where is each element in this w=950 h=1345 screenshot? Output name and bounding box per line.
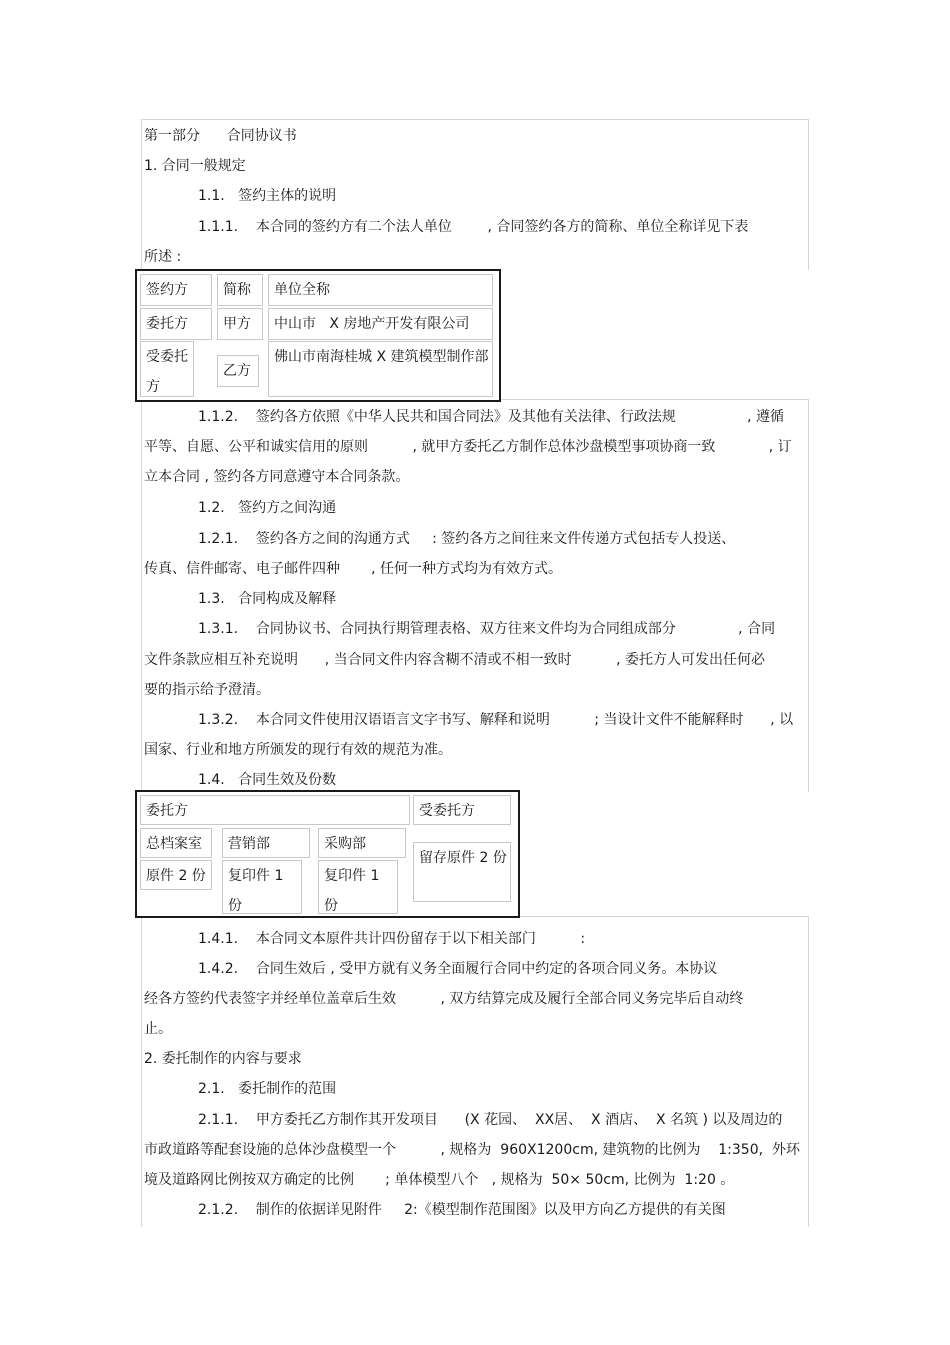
clause-1-4-2-line3: 止。 bbox=[144, 1021, 172, 1037]
parties-row2-short: 乙方 bbox=[217, 355, 259, 387]
parties-row1-short: 甲方 bbox=[217, 308, 263, 340]
clause-2-1-1-line2: 市政道路等配套设施的总体沙盘模型一个 , 规格为 960X1200cm, 建筑物的比例为 1:350, 外环 bbox=[144, 1142, 800, 1158]
section-1-heading: 1. 合同一般规定 bbox=[144, 158, 246, 174]
parties-row1-signer: 委托方 bbox=[140, 308, 212, 340]
clause-2-1-2-line1: 2.1.2. 制作的依据详见附件 2:《模型制作范围图》以及甲方向乙方提供的有关图 bbox=[198, 1202, 726, 1218]
copies-dept-sales: 营销部 bbox=[222, 828, 310, 858]
clause-1-1-1-line1: 1.1.1. 本合同的签约方有二个法人单位 , 合同签约各方的简称、单位全称详见下表 bbox=[198, 219, 749, 235]
clause-1-4-2-line2: 经各方签约代表签字并经单位盖章后生效 , 双方结算完成及履行全部合同义务完毕后自动终 bbox=[144, 991, 744, 1007]
clause-1-1-1-line2: 所述 : bbox=[144, 249, 182, 265]
copies-contractor-copy: 留存原件 2 份 bbox=[413, 842, 511, 902]
copies-client-header: 委托方 bbox=[140, 795, 410, 825]
section-1-4-heading: 1.4. 合同生效及份数 bbox=[198, 772, 337, 788]
copies-sales-copy: 复印件 1 份 bbox=[222, 860, 302, 914]
parties-row2-signer: 受委托方 bbox=[140, 341, 194, 397]
section-1-1-heading: 1.1. 签约主体的说明 bbox=[198, 188, 337, 204]
copies-archive-copy: 原件 2 份 bbox=[140, 860, 212, 890]
clause-1-4-2-line1: 1.4.2. 合同生效后 , 受甲方就有义务全面履行合同中约定的各项合同义务。本协议 bbox=[198, 961, 718, 977]
clause-1-3-2-line2: 国家、行业和地方所颁发的现行有效的规范为准。 bbox=[144, 742, 452, 758]
part-title: 第一部分 合同协议书 bbox=[144, 128, 297, 144]
clause-1-2-1-line1: 1.2.1. 签约各方之间的沟通方式 : 签约各方之间往来文件传递方式包括专人投送、 bbox=[198, 531, 736, 547]
copies-purchase-copy: 复印件 1 份 bbox=[318, 860, 398, 914]
section-1-3-heading: 1.3. 合同构成及解释 bbox=[198, 591, 337, 607]
clause-1-3-1-line1: 1.3.1. 合同协议书、合同执行期管理表格、双方往来文件均为合同组成部分 , 合同 bbox=[198, 621, 776, 637]
parties-table bbox=[135, 269, 501, 402]
copies-contractor-header: 受委托方 bbox=[413, 795, 511, 825]
clause-1-3-1-line3: 要的指示给予澄清。 bbox=[144, 682, 270, 698]
parties-header-short: 简称 bbox=[217, 274, 263, 306]
copies-table bbox=[135, 790, 520, 918]
clause-1-1-2-line3: 立本合同 , 签约各方同意遵守本合同条款。 bbox=[144, 469, 410, 485]
parties-row1-fullname: 中山市 X 房地产开发有限公司 bbox=[268, 308, 493, 340]
clause-2-1-1-line3: 境及道路网比例按双方确定的比例 ; 单体模型八个 , 规格为 50× 50cm, 比例为 1:20 。 bbox=[144, 1172, 735, 1188]
clause-1-1-2-line2: 平等、自愿、公平和诚实信用的原则 , 就甲方委托乙方制作总体沙盘模型事项协商一致 , 订 bbox=[144, 439, 792, 455]
section-2-1-heading: 2.1. 委托制作的范围 bbox=[198, 1081, 337, 1097]
clause-1-3-2-line1: 1.3.2. 本合同文件使用汉语语言文字书写、解释和说明 ; 当设计文件不能解释时 , 以 bbox=[198, 712, 794, 728]
section-1-2-heading: 1.2. 签约方之间沟通 bbox=[198, 500, 337, 516]
clause-1-1-2-line1: 1.1.2. 签约各方依照《中华人民共和国合同法》及其他有关法律、行政法规 , 遵循 bbox=[198, 409, 784, 425]
parties-header-signer: 签约方 bbox=[140, 274, 212, 306]
clause-1-2-1-line2: 传真、信件邮寄、电子邮件四种 , 任何一种方式均为有效方式。 bbox=[144, 561, 563, 577]
clause-1-3-1-line2: 文件条款应相互补充说明 , 当合同文件内容含糊不清或不相一致时 , 委托方人可发出任何必 bbox=[144, 652, 766, 668]
parties-header-fullname: 单位全称 bbox=[268, 274, 493, 306]
copies-dept-archive: 总档案室 bbox=[140, 828, 212, 858]
copies-dept-purchase: 采购部 bbox=[318, 828, 406, 858]
clause-1-4-1: 1.4.1. 本合同文本原件共计四份留存于以下相关部门 : bbox=[198, 931, 586, 947]
section-2-heading: 2. 委托制作的内容与要求 bbox=[144, 1051, 302, 1067]
parties-row2-fullname: 佛山市南海桂城 X 建筑模型制作部 bbox=[268, 341, 493, 397]
clause-2-1-1-line1: 2.1.1. 甲方委托乙方制作其开发项目 (X 花园、 XX居、 X 酒店、 X 名筑 ) 以及周边的 bbox=[198, 1112, 783, 1128]
